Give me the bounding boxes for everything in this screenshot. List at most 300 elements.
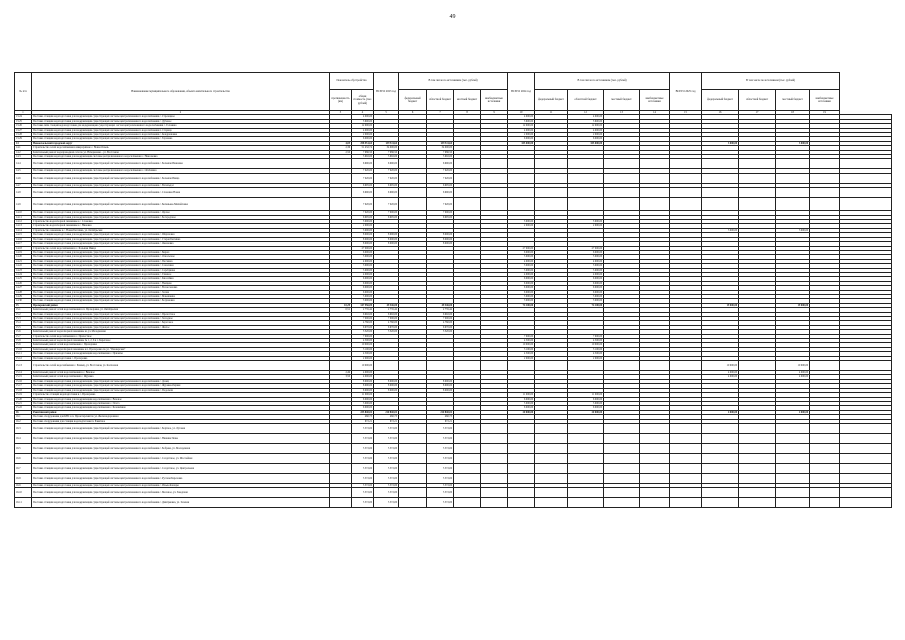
value-cell (739, 159, 776, 169)
value-cell: 20 000,00 (508, 410, 535, 414)
value-cell: 4 000,00 (352, 115, 374, 119)
value-cell: 51 432,74 (352, 146, 374, 150)
value-cell (330, 453, 352, 463)
row-number: 14.6 (15, 173, 32, 183)
value-cell: 5 000,00 (508, 255, 535, 259)
value-cell: 6 000,00 (352, 290, 374, 294)
value-cell (670, 488, 702, 498)
value-cell (454, 473, 481, 483)
value-cell (481, 453, 508, 463)
value-cell (670, 443, 702, 453)
object-name: Поставка станции водоподготовки для модернизации существующей системы централизованного водоснабжения с. Стрелецкое (32, 115, 330, 119)
value-cell (604, 198, 640, 211)
object-name: Поставка станции водоподготовки для модернизации существующей системы централизованного водоснабжения с. Донец (32, 379, 330, 383)
value-cell: 3 320,00 (374, 330, 399, 334)
object-name: Поставка станции водоподготовки для модернизации существующей системы централизованного водоснабжения с. Дубовое (32, 119, 330, 123)
value-cell: 4 500,00 (352, 339, 374, 343)
value-cell (568, 188, 604, 198)
value-cell (840, 473, 892, 483)
value-cell: 4 760,00 (352, 321, 374, 325)
row-number: 14.21 (15, 259, 32, 263)
value-cell: 5 572,00 (374, 443, 399, 453)
row-number: 13.24 (15, 115, 32, 119)
row-number: 15.8 (15, 339, 32, 343)
object-name: Новооскольский городской округ (32, 141, 330, 145)
value-cell: 5 572,00 (374, 433, 399, 443)
value-cell: 7 000,00 (352, 317, 374, 321)
value-cell (702, 443, 739, 453)
value-cell: 6 000,00 (568, 406, 604, 410)
row-number: 15.13 (15, 361, 32, 371)
value-cell: 4 000,00 (776, 371, 810, 375)
object-name: Строительство водозаборной скважины в с. Слоновка (32, 220, 330, 224)
value-cell: 4 500,00 (352, 352, 374, 356)
row-number: 14.20 (15, 255, 32, 259)
object-name: Поставка станции водоподготовки для модернизации водоснабжения с. Прилепы (32, 352, 330, 356)
value-cell (454, 198, 481, 211)
object-name: Поставка станции водоподготовки для модернизации существующей системы централизованного водоснабжения с. Глинное (32, 272, 330, 276)
value-cell: 6 995,00 (427, 215, 454, 219)
value-cell: 4 500,00 (508, 339, 535, 343)
value-cell (640, 159, 670, 169)
value-cell (568, 498, 604, 508)
value-cell (568, 159, 604, 169)
row-number: 16.4 (15, 433, 32, 443)
value-cell: 27 000,00 (508, 246, 535, 250)
value-cell (535, 198, 568, 211)
row-number: 14.15 (15, 233, 32, 237)
value-cell: 5 572,00 (352, 443, 374, 453)
value-cell: 6 000,00 (568, 281, 604, 285)
value-cell (481, 423, 508, 433)
value-cell: 49 346,00 (374, 303, 399, 307)
value-cell: 5 572,00 (374, 423, 399, 433)
row-number: 14.3 (15, 155, 32, 159)
value-cell: 3 000,00 (568, 299, 604, 303)
value-cell: 5 000,00 (568, 255, 604, 259)
value-cell (508, 498, 535, 508)
value-cell (535, 423, 568, 433)
value-cell (399, 453, 427, 463)
value-cell (810, 453, 840, 463)
value-cell: 672,21 (427, 419, 454, 423)
value-cell (399, 463, 427, 473)
value-cell (776, 463, 810, 473)
value-cell (508, 488, 535, 498)
row-number: 14.28 (15, 290, 32, 294)
object-name: Поставка станции водоподготовки для модернизации существующей системы централизованного водоснабжения с. Старая Безгинка (32, 237, 330, 241)
object-name: Ракитянский район (32, 410, 330, 414)
value-cell (330, 423, 352, 433)
value-cell (640, 453, 670, 463)
value-cell (481, 463, 508, 473)
value-cell: 5 000,00 (352, 401, 374, 405)
value-cell (604, 463, 640, 473)
value-cell: 8 000,00 (427, 384, 454, 388)
value-cell: 6 995,00 (352, 215, 374, 219)
value-cell: 3 000,00 (352, 228, 374, 232)
value-cell: 6 000,00 (508, 137, 535, 141)
value-cell (640, 473, 670, 483)
value-cell: 4 000,00 (352, 371, 374, 375)
value-cell: 4 000,00 (702, 371, 739, 375)
value-cell: 3 600,00 (352, 119, 374, 123)
value-cell (840, 159, 892, 169)
column-number: 13 (604, 111, 640, 115)
value-cell: 7 000,00 (427, 317, 454, 321)
header-local-2024: местный бюджет (604, 90, 640, 111)
row-number: 15.5 (15, 325, 32, 329)
value-cell: 3 100,00 (568, 347, 604, 351)
value-cell (454, 488, 481, 498)
value-cell (508, 463, 535, 473)
value-cell: 7 020,00 (427, 173, 454, 183)
value-cell: 258 551,64 (352, 141, 374, 145)
value-cell: 6 995,00 (374, 183, 399, 187)
column-number: 17 (739, 111, 776, 115)
header-total-2025: ВСЕГО 2025 год (670, 73, 702, 111)
row-number: 14 (15, 141, 32, 145)
value-cell: 7 000,00 (568, 334, 604, 338)
row-number: 16 (15, 410, 32, 414)
value-cell: 19 000,00 (702, 303, 739, 307)
row-number: 14.8 (15, 188, 32, 198)
value-cell (702, 473, 739, 483)
value-cell (454, 433, 481, 443)
object-name: Капитальный ремонт водозаборной скважины на ул. Молодежная (32, 330, 330, 334)
value-cell (568, 433, 604, 443)
row-number: 15.20 (15, 397, 32, 401)
value-cell: 4 000,00 (508, 115, 535, 119)
object-name: Поставка станции водоподготовки для модернизации существующей системы централизованного водоснабжения с. Терновка (32, 137, 330, 141)
value-cell (739, 173, 776, 183)
value-cell (535, 188, 568, 198)
value-cell (454, 423, 481, 433)
value-cell (840, 173, 892, 183)
object-name: Поставка станции водоподготовки для модернизации существующей системы централизованного водоснабжения с. Бортное, ул. Луговая (32, 423, 330, 433)
value-cell (535, 173, 568, 183)
value-cell (702, 433, 739, 443)
value-cell (535, 488, 568, 498)
value-cell: 3 600,00 (568, 119, 604, 123)
value-cell: 139 511,64 (427, 141, 454, 145)
value-cell (810, 473, 840, 483)
value-cell (604, 188, 640, 198)
value-cell: 7 986,50 (374, 150, 399, 154)
value-cell: 3 000,00 (508, 220, 535, 224)
value-cell (330, 463, 352, 473)
value-cell: 5 572,00 (374, 498, 399, 508)
value-cell (535, 498, 568, 508)
row-number: 14.16 (15, 237, 32, 241)
value-cell: 5 572,00 (352, 453, 374, 463)
value-cell (670, 173, 702, 183)
value-cell (330, 433, 352, 443)
value-cell (568, 198, 604, 211)
object-name: Поставка станции водоподготовки для модернизации существующей системы централизованного водоснабжения с. Журавка-Первая (32, 384, 330, 388)
row-number: 14.2 (15, 150, 32, 154)
object-name: Капитальный ремонт сетей водоснабжения в с. Вязовое (32, 371, 330, 375)
row-number: 14.13 (15, 224, 32, 228)
object-name: Капитальный ремонт сетей водоснабжения с. Прохоровка (32, 343, 330, 347)
object-name: Прохоровский район (32, 303, 330, 307)
object-name: Поставка станции водоподготовки для модернизации существующей системы централизованного водоснабжения с. Немцево (32, 281, 330, 285)
object-name: Поставка станции водоподготовки для модернизации водоснабжения с. Беленихино (32, 406, 330, 410)
value-cell (604, 473, 640, 483)
value-cell: 7 000,00 (352, 334, 374, 338)
value-cell: 210 840,02 (374, 410, 399, 414)
value-cell (739, 198, 776, 211)
value-cell: 12 000,00 (568, 124, 604, 128)
row-number: 14.9 (15, 198, 32, 211)
value-cell: 8 000,00 (427, 233, 454, 237)
value-cell (568, 488, 604, 498)
object-name: Поставка станции водоподготовки для модернизации существующей системы централизованного водоснабжения с. Богородское (32, 215, 330, 219)
column-number: 19 (810, 111, 840, 115)
value-cell (776, 198, 810, 211)
row-number: 16.10 (15, 488, 32, 498)
value-cell: 6 000,00 (352, 397, 374, 401)
value-cell: 4 000,00 (702, 375, 739, 379)
value-cell: 7 020,00 (374, 198, 399, 211)
table-row (15, 159, 892, 169)
value-cell (604, 159, 640, 169)
value-cell: 5 000,00 (568, 294, 604, 298)
object-name: Поставка станции водоподготовки для модернизации существующей системы централизованного водоснабжения с. Русская Березовка (32, 473, 330, 483)
value-cell: 8 000,00 (352, 242, 374, 246)
value-cell: 6 000,00 (508, 277, 535, 281)
header-no: № п/п (15, 73, 32, 111)
value-cell (481, 361, 508, 371)
row-number: 13.26 (15, 124, 32, 128)
value-cell: 139 511,64 (374, 141, 399, 145)
value-cell: 6 000,00 (568, 137, 604, 141)
value-cell: 3 000,00 (702, 228, 739, 232)
value-cell (810, 433, 840, 443)
value-cell: 27 000,00 (568, 246, 604, 250)
value-cell: 11 000,00 (568, 393, 604, 397)
object-name: Строительство сетей водоснабжения с. Ржавец, ул. Восточная, ул. Колхозная (32, 361, 330, 371)
row-number: 15.17 (15, 384, 32, 388)
object-name: Поставка станции водоподготовки для модернизации существующей системы централизованного водоснабжения с. Большая Ивица (32, 173, 330, 183)
value-cell: 74 100,00 (508, 303, 535, 307)
value-cell (535, 443, 568, 453)
value-cell: 10 000,00 (352, 343, 374, 347)
header-regional-2024: областной бюджет (568, 90, 604, 111)
object-name: Строительство скважины в с. Новая Безгинка, ул. Октябрьская (32, 228, 330, 232)
value-cell: 5 992,00 (427, 155, 454, 159)
value-cell (481, 473, 508, 483)
object-name: Поставка станции водоподготовки для модернизации существующей системы централизованного водоснабжения с. Макешкино (32, 294, 330, 298)
value-cell: 6 000,00 (508, 281, 535, 285)
value-cell (568, 423, 604, 433)
value-cell (604, 498, 640, 508)
value-cell: 8 000,00 (374, 233, 399, 237)
header-federal-2024: федеральный бюджет (535, 90, 568, 111)
value-cell (702, 188, 739, 198)
column-number: 7 (427, 111, 454, 115)
value-cell: 210 840,02 (427, 410, 454, 414)
value-cell (604, 453, 640, 463)
value-cell: 7 000,00 (508, 334, 535, 338)
object-name: Поставка станции водоподготовки для модернизации водоснабжения с. Вязовое (32, 397, 330, 401)
object-name: Поставка станции водоподготовки для модернизации существующей системы централизованного водоснабжения с. Богдановка (32, 299, 330, 303)
value-cell: 8 000,00 (352, 233, 374, 237)
value-cell: 8 000,00 (374, 237, 399, 241)
row-number: 13.27 (15, 128, 32, 132)
value-cell: 49 346,00 (427, 303, 454, 307)
value-cell (739, 443, 776, 453)
value-cell: 4 500,00 (568, 352, 604, 356)
value-cell: 2 000,00 (568, 133, 604, 137)
header-incl-2024: В том числе по источникам (тыс. рублей) (535, 73, 670, 90)
value-cell (840, 463, 892, 473)
value-cell: 6 000,00 (508, 250, 535, 254)
value-cell (670, 188, 702, 198)
value-cell: 6 000,00 (352, 281, 374, 285)
value-cell: 5 572,00 (352, 433, 374, 443)
value-cell: 7 000,00 (374, 317, 399, 321)
value-cell (776, 423, 810, 433)
value-cell (670, 498, 702, 508)
value-cell: 4 000,00 (352, 128, 374, 132)
value-cell: 3 000,00 (568, 264, 604, 268)
value-cell (535, 463, 568, 473)
value-cell: 7 986,50 (352, 150, 374, 154)
value-cell (702, 198, 739, 211)
value-cell (568, 443, 604, 453)
value-cell: 7 020,00 (352, 169, 374, 173)
value-cell: 5 000,00 (508, 294, 535, 298)
table-body (15, 115, 892, 508)
value-cell: 4 000,00 (352, 272, 374, 276)
value-cell: 4 000,00 (352, 259, 374, 263)
value-cell (739, 188, 776, 198)
row-number: 15.19 (15, 393, 32, 397)
object-name: Строительство сетей водоснабжения в с. Прелестное (32, 334, 330, 338)
value-cell: 8 000,00 (427, 242, 454, 246)
value-cell (670, 423, 702, 433)
value-cell (810, 498, 840, 508)
value-cell (399, 159, 427, 169)
object-name: Поставка оборудования для станции водоподготовки п. Ракитное (32, 419, 330, 423)
row-number: 15.14 (15, 371, 32, 375)
value-cell (739, 463, 776, 473)
value-cell (776, 443, 810, 453)
value-cell: 4,05 (330, 141, 352, 145)
value-cell: 5 572,00 (427, 443, 454, 453)
value-cell: 5 992,00 (352, 155, 374, 159)
value-cell: 3 600,00 (508, 119, 535, 123)
value-cell (702, 453, 739, 463)
row-number: 15.12 (15, 356, 32, 360)
value-cell: 4 760,00 (374, 321, 399, 325)
row-number: 14.18 (15, 246, 32, 250)
column-number: 9 (481, 111, 508, 115)
value-cell: 12 000,00 (352, 124, 374, 128)
value-cell (508, 188, 535, 198)
value-cell: 10,29 (330, 303, 352, 307)
value-cell: 11 000,00 (508, 393, 535, 397)
value-cell (454, 159, 481, 169)
value-cell (374, 361, 399, 371)
object-name: Поставка станции водоподготовки для модернизации существующей системы централизованного водоснабжения с. Шараповка (32, 233, 330, 237)
object-name: Поставка станции водоподготовки для модернизации существующей системы централизованного водоснабжения с. Яковлевка (32, 242, 330, 246)
value-cell: 2,36 (330, 146, 352, 150)
value-cell: 5 572,00 (374, 488, 399, 498)
value-cell: 5 572,00 (352, 423, 374, 433)
value-cell: 4 500,00 (568, 339, 604, 343)
column-number: 16 (702, 111, 739, 115)
value-cell: 19 000,00 (776, 303, 810, 307)
object-name: Капитальный ремонт водопроводной сети по ул. Набережная – ул. Восточная (32, 150, 330, 154)
value-cell: 8 000,00 (352, 237, 374, 241)
value-cell (640, 173, 670, 183)
value-cell: 6 990,00 (352, 188, 374, 198)
value-cell: 8 000,00 (374, 388, 399, 392)
row-number: 14.27 (15, 286, 32, 290)
table-row (15, 488, 892, 498)
header-offbudget-2024: внебюджетные источники (640, 90, 670, 111)
table-row (15, 443, 892, 453)
table-row (15, 423, 892, 433)
value-cell: 6 000,00 (352, 137, 374, 141)
row-number: 15.22 (15, 406, 32, 410)
value-cell: 6 000,00 (568, 286, 604, 290)
value-cell: 34 000,00 (427, 146, 454, 150)
value-cell: 460,75 (374, 415, 399, 419)
value-cell: 5 000,00 (508, 268, 535, 272)
value-cell: 10 000,00 (776, 361, 810, 371)
row-number: 16.7 (15, 463, 32, 473)
value-cell (481, 433, 508, 443)
header-estimate: общая стоимость (тыс. рублей) (352, 90, 374, 111)
row-number: 16.5 (15, 443, 32, 453)
value-cell: 5 572,00 (427, 463, 454, 473)
value-cell: 235 840,02 (352, 410, 374, 414)
value-cell (702, 488, 739, 498)
value-cell: 2 000,00 (508, 356, 535, 360)
value-cell: 6 970,00 (427, 325, 454, 329)
column-number: 8 (454, 111, 481, 115)
value-cell (840, 361, 892, 371)
value-cell: 2,50 (330, 150, 352, 154)
object-name: Поставка станции водоподготовки для модернизации существующей системы централизованного водоснабжения с. Подольхи (32, 388, 330, 392)
value-cell: 5 572,00 (427, 473, 454, 483)
object-name: Поставка станции водоподготовки для модернизации существующей системы централизованного водоснабжения с. Оскольское (32, 255, 330, 259)
value-cell (640, 198, 670, 211)
column-number: 2 (32, 111, 330, 115)
value-cell (427, 361, 454, 371)
value-cell: 3 100,00 (508, 347, 535, 351)
object-name: Капитальный ремонт сетей водоснабжения в п. Прохоровка, ул. Октябрьская (32, 308, 330, 312)
value-cell (840, 423, 892, 433)
value-cell: 2 000,00 (568, 224, 604, 228)
value-cell (810, 198, 840, 211)
row-number: 15.7 (15, 334, 32, 338)
value-cell: 3 000,00 (508, 299, 535, 303)
object-name: Поставка станции водоподготовки для модернизации существующей системы централизованного водоснабжения с. Холки (32, 290, 330, 294)
value-cell: 5 992,00 (374, 155, 399, 159)
value-cell: 4 000,00 (568, 272, 604, 276)
row-number: 15.2 (15, 312, 32, 316)
value-cell (399, 443, 427, 453)
value-cell: 74 100,00 (568, 303, 604, 307)
value-cell (454, 463, 481, 473)
object-name: Поставка станции водоподготовки для модернизации существующей системы централизованного водоснабжения с. Солдатское, ул. Центральная (32, 463, 330, 473)
value-cell: 6 990,00 (374, 159, 399, 169)
object-name: Поставка станции водоподготовки для модернизации существующей системы централизованного водоснабжения с. Прелестное (32, 312, 330, 316)
